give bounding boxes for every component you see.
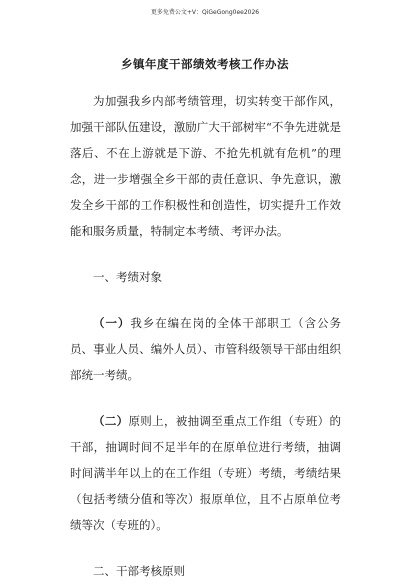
header-note: 更多免费公文+V：QiGeGong0ee2026 xyxy=(150,9,260,16)
item-1-text: 我乡在编在岗的全体干部职工（含公务员、事业人员、编外人员）、市管科级领导干部由组织部统一考绩。 xyxy=(70,316,341,382)
section-heading-2: 二、干部考核原则 xyxy=(93,564,185,578)
document-body xyxy=(70,88,341,584)
item-2-text: 原则上，被抽调至重点工作组（专班）的干部，抽调时间不足半年的在原单位进行考绩，抽调时间满半年以上的在工作组（专班）考绩，考绩结果（包括考绩分值和等次）报原单位，且不占原单位考绩等次（专班的）。 xyxy=(70,414,342,532)
item-1-lead: （一） xyxy=(93,316,131,330)
section-heading-1: 一、考绩对象 xyxy=(93,270,162,284)
item-2-lead: （二） xyxy=(93,414,129,428)
item-paragraph-2 xyxy=(70,408,341,538)
document-title: 乡镇年度干部绩效考核工作办法 xyxy=(121,57,289,71)
intro-paragraph: 为加强我乡内部考绩管理，切实转变干部作风，加强干部队伍建设，激励广大干部树牢“不争先进就是落后、不在上游就是下游、不抢先机就有危机”的理念，进一步增强全乡干部的责任意识、争先意识，激发全乡干部的工作积极性和创造性，切实提升工作效能和服务质量，特制定本考绩、考评办法。 xyxy=(70,94,341,238)
item-paragraph-1 xyxy=(70,310,341,388)
